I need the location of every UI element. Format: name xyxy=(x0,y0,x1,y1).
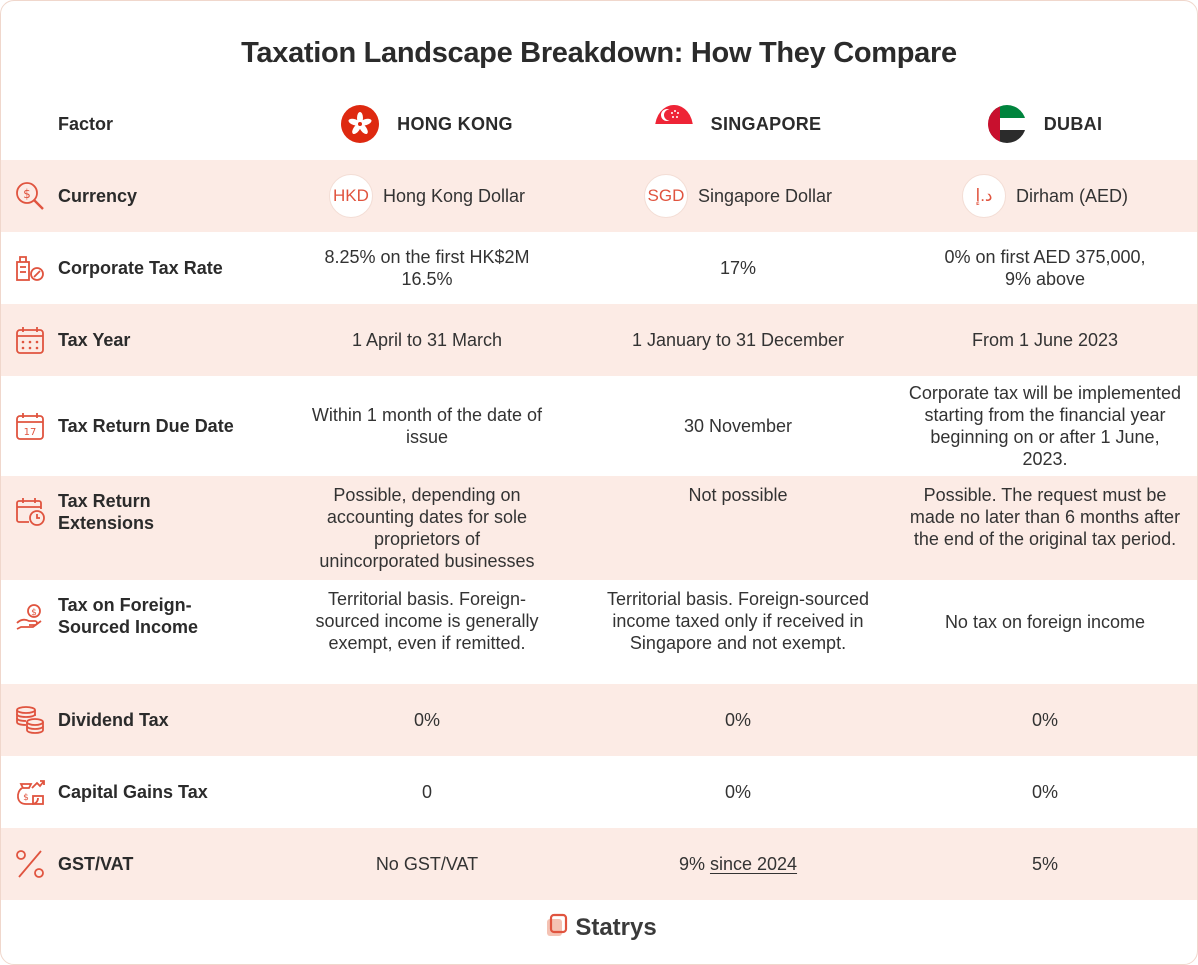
svg-text:$: $ xyxy=(31,608,37,618)
sg-value: 1 January to 31 December xyxy=(631,330,845,350)
table-row xyxy=(1,756,1198,828)
sg-value: 9% xyxy=(678,854,705,874)
table-row xyxy=(1,476,1198,580)
factor-label: Dividend Tax xyxy=(58,710,169,730)
statrys-logo-icon xyxy=(543,913,569,944)
factor-label: Corporate Tax Rate xyxy=(58,258,223,278)
dubai-value: From 1 June 2023 xyxy=(971,330,1119,350)
dubai-value: 0% xyxy=(1031,782,1058,802)
dubai-value: 0% xyxy=(1031,710,1058,730)
factor-label: GST/VAT xyxy=(58,854,134,874)
factor-column-header: Factor xyxy=(58,114,114,134)
singapore-flag-icon xyxy=(655,105,693,143)
hk-value: 0% xyxy=(413,710,440,730)
hk-value: Hong Kong Dollar xyxy=(382,186,526,206)
factor-label: Tax Year xyxy=(58,330,131,350)
table-row xyxy=(1,160,1198,232)
table-row xyxy=(1,304,1198,376)
sg-value: 17% xyxy=(719,258,757,278)
dubai-value: Dirham (AED) xyxy=(1015,186,1128,206)
hk-value: No GST/VAT xyxy=(375,854,479,874)
svg-text:17: 17 xyxy=(23,427,37,438)
sg-value: 30 November xyxy=(683,416,793,436)
factor-label: Currency xyxy=(58,186,138,206)
sgd-currency-badge: SGD xyxy=(644,174,688,218)
table-row xyxy=(1,232,1198,304)
table-row xyxy=(1,828,1198,900)
hk-value: 8.25% on the first HK$2M 16.5% xyxy=(324,247,530,289)
dubai-value: Possible. The request must be made no later than 6 months after the end of the original tax period. xyxy=(909,485,1181,549)
hk-value: Within 1 month of the date of issue xyxy=(311,405,543,447)
table-row xyxy=(1,684,1198,756)
table-row xyxy=(1,376,1198,476)
dubai-value: No tax on foreign income xyxy=(944,612,1146,632)
dubai-header: DUBAI xyxy=(1043,114,1103,134)
aed-currency-badge: د.إ xyxy=(962,174,1006,218)
sg-value: 0% xyxy=(724,782,751,802)
dubai-value: 5% xyxy=(1031,854,1058,874)
factor-label: Tax Return Due Date xyxy=(58,416,234,436)
uae-flag-icon xyxy=(988,105,1026,143)
hong-kong-header: HONG KONG xyxy=(397,114,513,134)
dubai-value: 0% on first AED 375,000, 9% above xyxy=(944,247,1146,289)
hk-value: Territorial basis. Foreign-sourced income is generally exempt, even if remitted. xyxy=(315,589,539,653)
dubai-value: Corporate tax will be implemented starting from the financial year beginning on or after 1 June, 2023. xyxy=(908,383,1182,469)
factor-label: Tax on Foreign-Sourced Income xyxy=(58,595,199,637)
sg-value: Singapore Dollar xyxy=(697,186,833,206)
factor-label: Capital Gains Tax xyxy=(58,782,208,802)
hk-value: 0 xyxy=(421,782,432,802)
sg-value: 0% xyxy=(724,710,751,730)
hk-value: 1 April to 31 March xyxy=(351,330,503,350)
singapore-header: SINGAPORE xyxy=(710,114,822,134)
table-header xyxy=(1,89,1198,159)
table-row xyxy=(1,580,1198,684)
hkd-currency-badge: HKD xyxy=(329,174,373,218)
sg-value: Territorial basis. Foreign-sourced income taxed only if received in Singapore and not exempt. xyxy=(606,589,870,653)
sg-value: Not possible xyxy=(688,485,788,505)
hong-kong-flag-icon xyxy=(341,105,379,143)
svg-text:$: $ xyxy=(23,187,31,201)
factor-label: Tax Return Extensions xyxy=(58,491,155,533)
page-title: Taxation Landscape Breakdown: How They Compare xyxy=(241,37,957,69)
svg-text:$: $ xyxy=(23,793,29,803)
brand-name: Statrys xyxy=(575,914,657,941)
hk-value: Possible, depending on accounting dates for sole proprietors of unincorporated businesses xyxy=(319,485,535,571)
footer xyxy=(1,906,1198,950)
since-2024-link[interactable]: since 2024 xyxy=(709,854,798,874)
